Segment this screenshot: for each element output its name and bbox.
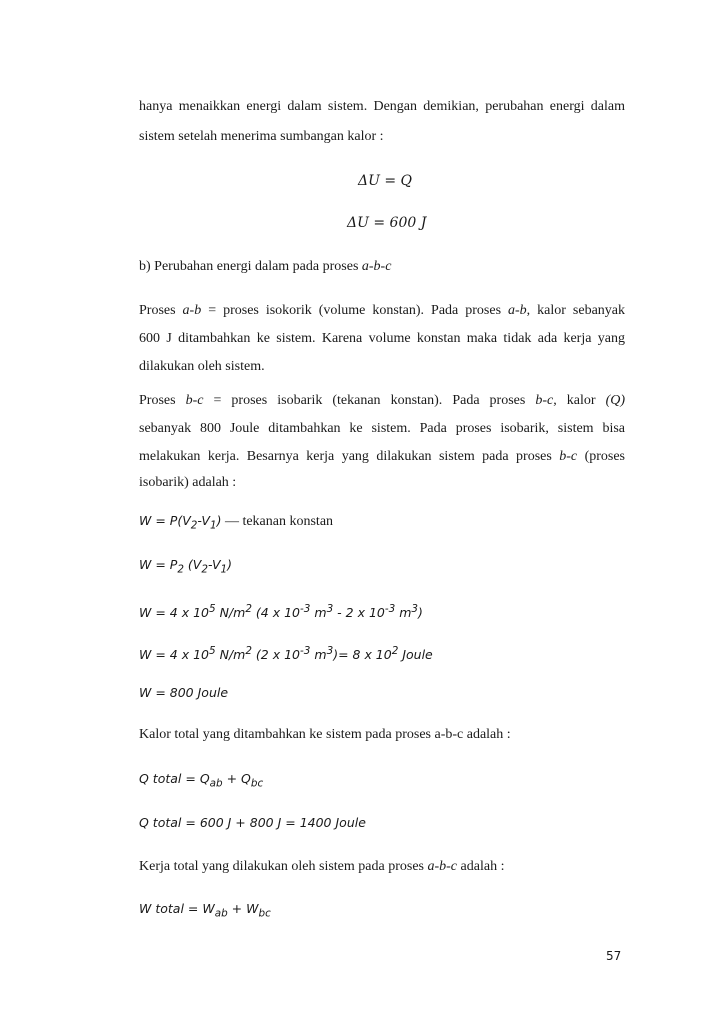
equation-delta-u-q: ΔU = Q bbox=[358, 173, 413, 189]
paragraph-line: Proses b-c = proses isobarik (tekanan konstan). Pada proses b-c, kalor (Q) bbox=[139, 393, 626, 408]
paragraph-line: hanya menaikkan energi dalam sistem. Dengan demikian, perubahan energi dalam bbox=[139, 99, 625, 114]
paragraph-line: Kalor total yang ditambahkan ke sistem pada proses a-b-c adalah : bbox=[139, 727, 511, 742]
work-equation-1: $W = P(V_2-V_1)$ — tekanan konstan bbox=[139, 513, 334, 532]
paragraph-line: melakukan kerja. Besarnya kerja yang dilakukan sistem pada proses b-c (proses bbox=[139, 449, 626, 464]
paragraph-line: 600 J ditambahkan ke sistem. Karena volume konstan maka tidak ada kerja yang bbox=[139, 331, 625, 346]
paragraph-line: Proses a-b = proses isokorik (volume konstan). Pada proses a-b, kalor sebanyak bbox=[139, 303, 625, 318]
work-equation-4: W = 4 x $10^5$ $N/m^2$ (2 x $10^{-3}$ $m^3)= 8$ x $10^2$ Joule bbox=[139, 645, 433, 663]
paragraph-line: sebanyak 800 Joule ditambahkan ke sistem. Pada proses isobarik, sistem bisa bbox=[139, 421, 625, 436]
work-equation-3: W = 4 x $10^5$ $N/m^2$ (4 x $10^{-3}$ $m^3 - 2$ x $10^{-3}$ $m^3$) bbox=[139, 603, 423, 621]
paragraph-line: Kerja total yang dilakukan oleh sistem pada proses a-b-c adalah : bbox=[139, 859, 505, 874]
page-number: 57 bbox=[606, 949, 622, 963]
equation-delta-u-600: ΔU = 600 J bbox=[347, 215, 427, 231]
paragraph-line: sistem setelah menerima sumbangan kalor : bbox=[139, 129, 384, 144]
work-equation-2: $W = P_2$ $(V_2-V_1)$ bbox=[139, 557, 233, 576]
q-total-equation-1: Q total = $Q_{ab} + Q_{bc}$ bbox=[139, 771, 264, 790]
paragraph-line: dilakukan oleh sistem. bbox=[139, 359, 265, 374]
paragraph-line: isobarik) adalah : bbox=[139, 475, 237, 490]
w-total-equation: W total = $W_{ab} + W_{bc}$ bbox=[139, 901, 271, 920]
work-equation-5: W = 800 Joule bbox=[139, 685, 229, 700]
q-total-equation-2: Q total = 600 J + 800 J = 1400 Joule bbox=[139, 815, 366, 830]
section-heading-b: b) Perubahan energi dalam pada proses a-b-c bbox=[139, 259, 392, 274]
